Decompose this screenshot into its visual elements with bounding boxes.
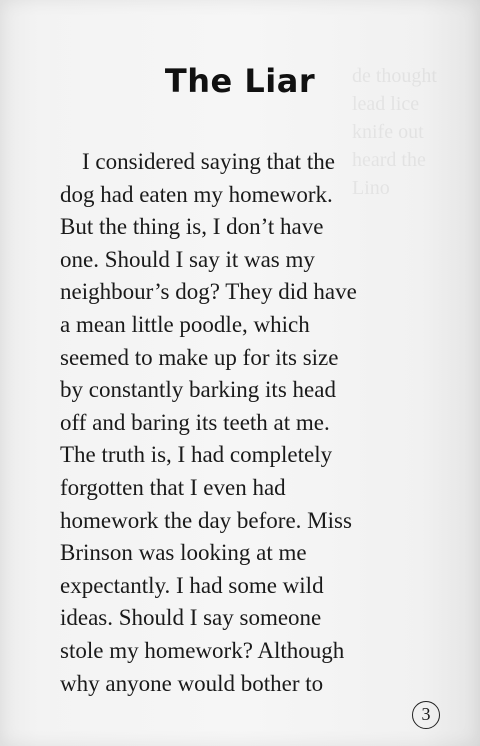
text-line: seemed to make up for its size <box>60 344 339 370</box>
text-line: homework the day before. Miss <box>60 507 352 533</box>
page-number: 3 <box>412 701 440 729</box>
chapter-title: The Liar <box>164 62 316 100</box>
text-line: neighbour’s dog? They did have <box>60 279 357 305</box>
text-line: The truth is, I had completely <box>60 442 333 468</box>
text-line: I considered saying that the <box>82 149 335 174</box>
text-line: why anyone would bother to <box>60 670 324 696</box>
text-line: But the thing is, I don’t have <box>60 214 324 240</box>
text-line: one. Should I say it was my <box>60 246 315 272</box>
text-line: by constantly barking its head <box>60 377 336 403</box>
body-paragraph <box>60 146 390 700</box>
text-line: Brinson was looking at me <box>60 540 307 566</box>
text-line: expectantly. I had some wild <box>60 572 324 598</box>
text-line: off and baring its teeth at me. <box>60 409 330 435</box>
show-through-text: de thought lead lice knife out heard the Lino <box>352 65 437 199</box>
text-line: forgotten that I even had <box>60 474 286 500</box>
text-line: dog had eaten my homework. <box>60 181 333 207</box>
text-line: stole my homework? Although <box>60 637 345 663</box>
text-line: a mean little poodle, which <box>60 311 310 337</box>
text-line: ideas. Should I say someone <box>60 605 322 631</box>
